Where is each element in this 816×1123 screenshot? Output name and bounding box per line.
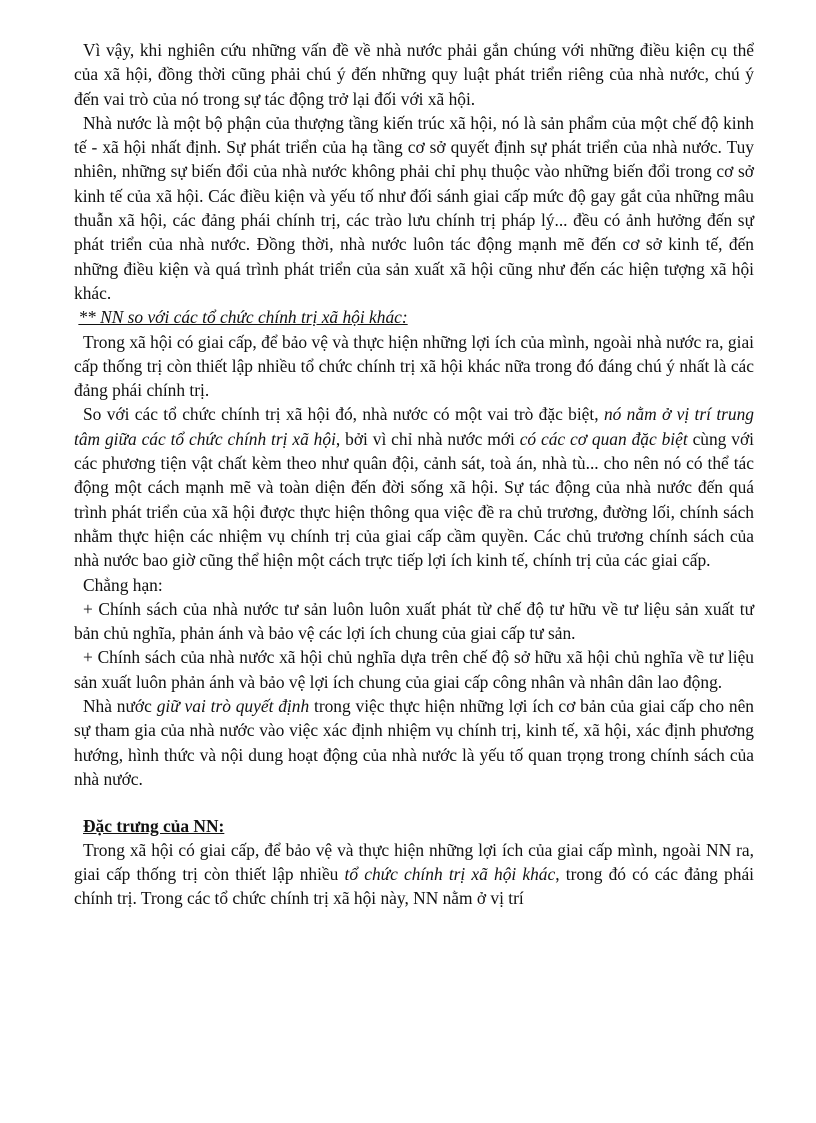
p9-text-c: , trong đó có các đảng phái chính trị. Trong các tổ chức chính trị xã hội này, NN nằm ở vị trí bbox=[74, 863, 754, 908]
p4-italic-b: nó nằm ở vị trí trung tâm giữa các tổ chức chính trị xã hội bbox=[74, 404, 755, 449]
paragraph-6: + Chính sách của nhà nước tư sản luôn luôn xuất phát từ chế độ tư hữu về tư liệu sản xuất tư bản chủ nghĩa, phản ánh và bảo vệ các lợi ích chung của giai cấp tư sản. bbox=[74, 598, 754, 644]
section-2 bbox=[74, 815, 754, 910]
p9-italic-b: tổ chức chính trị xã hội khác bbox=[344, 863, 556, 884]
paragraph-5: Chẳng hạn: bbox=[83, 574, 163, 595]
paragraph-2: Nhà nước là một bộ phận của thượng tầng kiến trúc xã hội, nó là sản phẩm của một chế độ kinh tế - xã hội nhất định. Sự phát triển của hạ tầng cơ sở quyết định sự phát triển của nhà nước. Tuy nhiên, những sự biến đổi của nhà nước không phải chỉ phụ thuộc vào những biến đổi trong cơ sở kinh tế của xã hội. Các điều kiện và yếu tố như đối sánh giai cấp mức độ gay gắt của những mâu thuẫn xã hội, các đảng phái chính trị, các trào lưu chính trị pháp lý... đều có ảnh hưởng đến sự phát triển của nhà nước. Đồng thời, nhà nước luôn tác động mạnh mẽ đến cơ sở kinh tế, đến những điều kiện và quá trình phát triển của sản xuất xã hội cũng như đến các hiện tượng xã hội khác. bbox=[74, 112, 754, 303]
paragraph-8 bbox=[74, 694, 754, 791]
p8-text-a: Nhà nước bbox=[83, 696, 157, 717]
paragraph-3: Trong xã hội có giai cấp, để bảo vệ và thực hiện những lợi ích của mình, ngoài nhà nước ra, giai cấp thống trị còn thiết lập nhiều tổ chức chính trị xã hội khác nữa trong đó đáng chú ý nhất là các đảng phái chính trị. bbox=[74, 331, 754, 401]
p4-text-c: , bởi vì chỉ nhà nước mới bbox=[335, 428, 520, 449]
paragraph-4 bbox=[74, 402, 754, 572]
p9-text-a: Trong xã hội có giai cấp, để bảo vệ và thực hiện những lợi ích của giai cấp mình, ngoài NN ra, giai cấp thống trị còn thiết lập nhiều bbox=[74, 840, 754, 884]
p4-text-a: So với các tổ chức chính trị xã hội đó, nhà nước có một vai trò đặc biệt, bbox=[83, 404, 604, 425]
p4-text-e: cùng với các phương tiện vật chất kèm theo như quân đội, cảnh sát, toà án, nhà tù... cho nên nó có thể tác động một cách mạnh mẽ và toàn diện đến đời sống xã hội. Sự tác động của nhà nước đến quá trình phát triển của xã hội được thực hiện thông qua việc đề ra chủ trương, đường lối, chính sách nhằm thực hiện các nhiệm vụ chính trị của giai cấp cầm quyền. Các chủ trương chính sách của nhà nước bao giờ cũng thể hiện một cách trực tiếp lợi ích kinh tế, chính trị của các giai cấp. bbox=[74, 428, 754, 571]
section-subheading bbox=[74, 305, 754, 329]
paragraph-9 bbox=[74, 839, 754, 910]
subheading-text: ** NN so với các tổ chức chính trị xã hội khác: bbox=[78, 307, 408, 328]
p4-italic-d: có các cơ quan đặc biệt bbox=[519, 428, 688, 449]
spacer bbox=[74, 791, 754, 815]
section-heading: Đặc trưng của NN: bbox=[83, 816, 225, 837]
paragraph-7: + Chính sách của nhà nước xã hội chủ nghĩa dựa trên chế độ sở hữu xã hội chủ nghĩa về tư liệu sản xuất luôn phản ánh và bảo vệ lợi ích chung của giai cấp công nhân và nhân dân lao động. bbox=[74, 647, 754, 692]
document-page bbox=[74, 38, 754, 910]
p8-text-c: trong việc thực hiện những lợi ích cơ bản của giai cấp cho nên sự tham gia của nhà nước vào việc xác định nhiệm vụ chính trị, kinh tế, xã hội, xác định phương hướng, hình thức và nội dung hoạt động của nhà nước là yếu tố quan trọng trong chính sách của nhà nước. bbox=[74, 696, 754, 789]
paragraph-1: Vì vậy, khi nghiên cứu những vấn đề về nhà nước phải gắn chúng với những điều kiện cụ thể của xã hội, đồng thời cũng phải chú ý đến những quy luật phát triển riêng của nhà nước, chú ý đến vai trò của nó trong sự tác động trở lại đối với xã hội. bbox=[74, 40, 754, 109]
p8-italic-b: giữ vai trò quyết định bbox=[156, 696, 310, 717]
